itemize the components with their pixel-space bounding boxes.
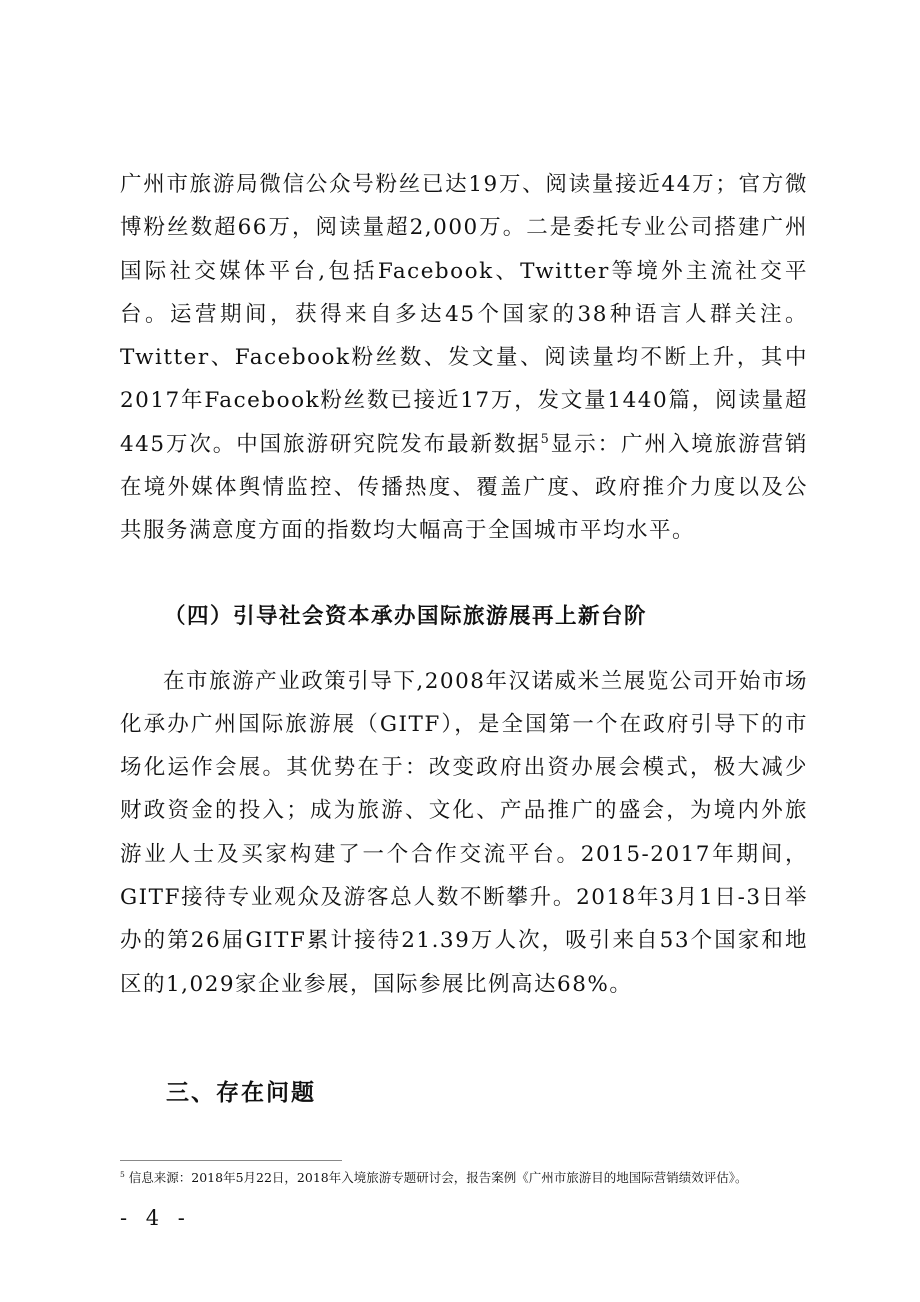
section-heading: 三、存在问题: [166, 1080, 316, 1106]
page-number: - 4 -: [120, 1206, 191, 1230]
section-subheading: （四）引导社会资本承办国际旅游展再上新台阶: [164, 604, 648, 629]
footnote-marker: 5: [120, 1169, 125, 1179]
footnote-reference: 5: [540, 431, 551, 447]
footnote-divider: [120, 1160, 342, 1161]
paragraph-text-part-a: 广州市旅游局微信公众号粉丝已达19万、阅读量接近44万；官方微博粉丝数超66万，阅读量超2,000万。二是委托专业公司搭建广州国际社交媒体平台,包括Facebook、Twitter等境外主流社交平台。运营期间，获得来自多达45个国家的38种语言人群关注。Twitter、Facebook粉丝数、发文量、阅读量均不断上升，其中2017年Facebook粉丝数已接近17万，发文量1440篇，阅读量超445万次。中国旅游研究院发布最新数据: [120, 172, 808, 457]
footnote-text: 信息来源：2018年5月22日，2018年入境旅游专题研讨会，报告案例《广州市旅游目的地国际营销绩效评估》。: [124, 1170, 748, 1185]
paragraph-gitf-text: 在市旅游产业政策引导下,2008年汉诺威米兰展览公司开始市场化承办广州国际旅游展（GITF），是全国第一个在政府引导下的市场化运作会展。其优势在于：改变政府出资办展会模式，极大减少财政资金的投入；成为旅游、文化、产品推广的盛会，为境内外旅游业人士及买家构建了一个合作交流平台。2015-2017年期间，GITF接待专业观众及游客总人数不断攀升。2018年3月1日-3日举办的第26届GITF累计接待21.39万人次，吸引来自53个国家和地区的1,029家企业参展，国际参展比例高达68%。: [120, 668, 808, 997]
footnote: [120, 1168, 820, 1188]
paragraph-gitf: [120, 638, 808, 1027]
paragraph-text: [120, 163, 808, 553]
paragraph-continued: [120, 163, 808, 553]
paragraph-text-part-b: 显示：广州入境旅游营销在境外媒体舆情监控、传播热度、覆盖广度、政府推介力度以及公共服务满意度方面的指数均大幅高于全国城市平均水平。: [120, 431, 808, 544]
